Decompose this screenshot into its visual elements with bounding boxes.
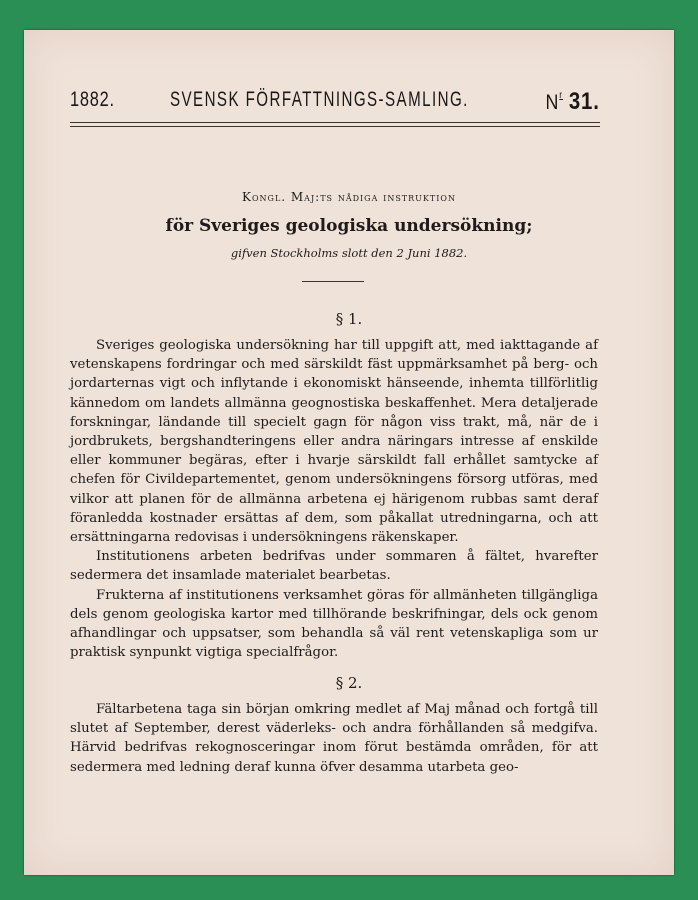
series-title: SVENSK FÖRFATTNINGS-SAMLING. <box>170 88 469 111</box>
paragraph: Institutionens arbeten bedrifvas under sommaren å fältet, hvarefter sedermera det insamlade materialet bearbetas. <box>70 549 598 584</box>
masthead <box>70 84 600 122</box>
paragraph: Sveriges geologiska undersökning har till uppgift att, med iakttagande af vetenskapens fordringar och med särskildt fäst uppmärksamhet på berg- och jordarternas vigt och inflytande i ekonomiskt hänseende, inhemta tillförlitlig kännedom om landets allmänna geognostiska beskaffenhet. Mera detaljerade forskningar, ländande till specielt gagn för någon viss trakt, må, när de i jordbrukets, bergshandteringens eller andra näringars intresse af enskilde eller kommuner begäras, efter i hvarje särskildt fall erhållet samtycke af chefen för Civildepartementet, genom undersökningens försorg utföras, med vilkor att planen för de allmänna arbetena ej härigenom rubbas samt deraf föranledda kostnader ersättas af dem, som påkallat utredningarna, och att ersättningarna redovisas i undersökningens räkenskaper. <box>70 338 598 546</box>
paragraph: Fältarbetena taga sin början omkring medlet af Maj månad och fortgå till slutet af September, derest väderleks- och andra förhållanden så medgifva. Härvid bedrifvas rekognosceringar inom förut bestämda områden, för att sedermera med ledning deraf kunna öfver desamma utarbeta geo- <box>70 702 598 775</box>
header-rule-bottom <box>70 126 600 127</box>
document-kicker: Kongl. Maj:ts nådiga instruktion <box>242 190 456 204</box>
number-suffix: r <box>559 90 564 101</box>
document-dateline: gifven Stockholms slott den 2 Juni 1882. <box>230 246 468 260</box>
header-rule-top <box>70 122 600 123</box>
document-page <box>24 30 674 875</box>
number-value: 31. <box>569 88 600 115</box>
paragraph: Frukterna af institutionens verksamhet göras för allmänheten tillgängliga dels genom geologiska kartor med tillhörande beskrifningar, dels ock genom afhandlingar och uppsatser, som behandla så väl rent vetenskapliga som ur praktisk synpunkt vigtiga specialfrågor. <box>70 587 598 661</box>
issue-number <box>546 88 600 116</box>
section-heading: § 1. <box>335 310 363 328</box>
title-divider <box>302 281 364 282</box>
section-body <box>70 336 598 662</box>
publication-year: 1882. <box>70 88 115 111</box>
section-body <box>70 700 598 777</box>
section-heading: § 2. <box>335 674 363 692</box>
document-title: för Sveriges geologiska undersökning; <box>165 216 533 236</box>
number-prefix: N <box>545 91 560 114</box>
